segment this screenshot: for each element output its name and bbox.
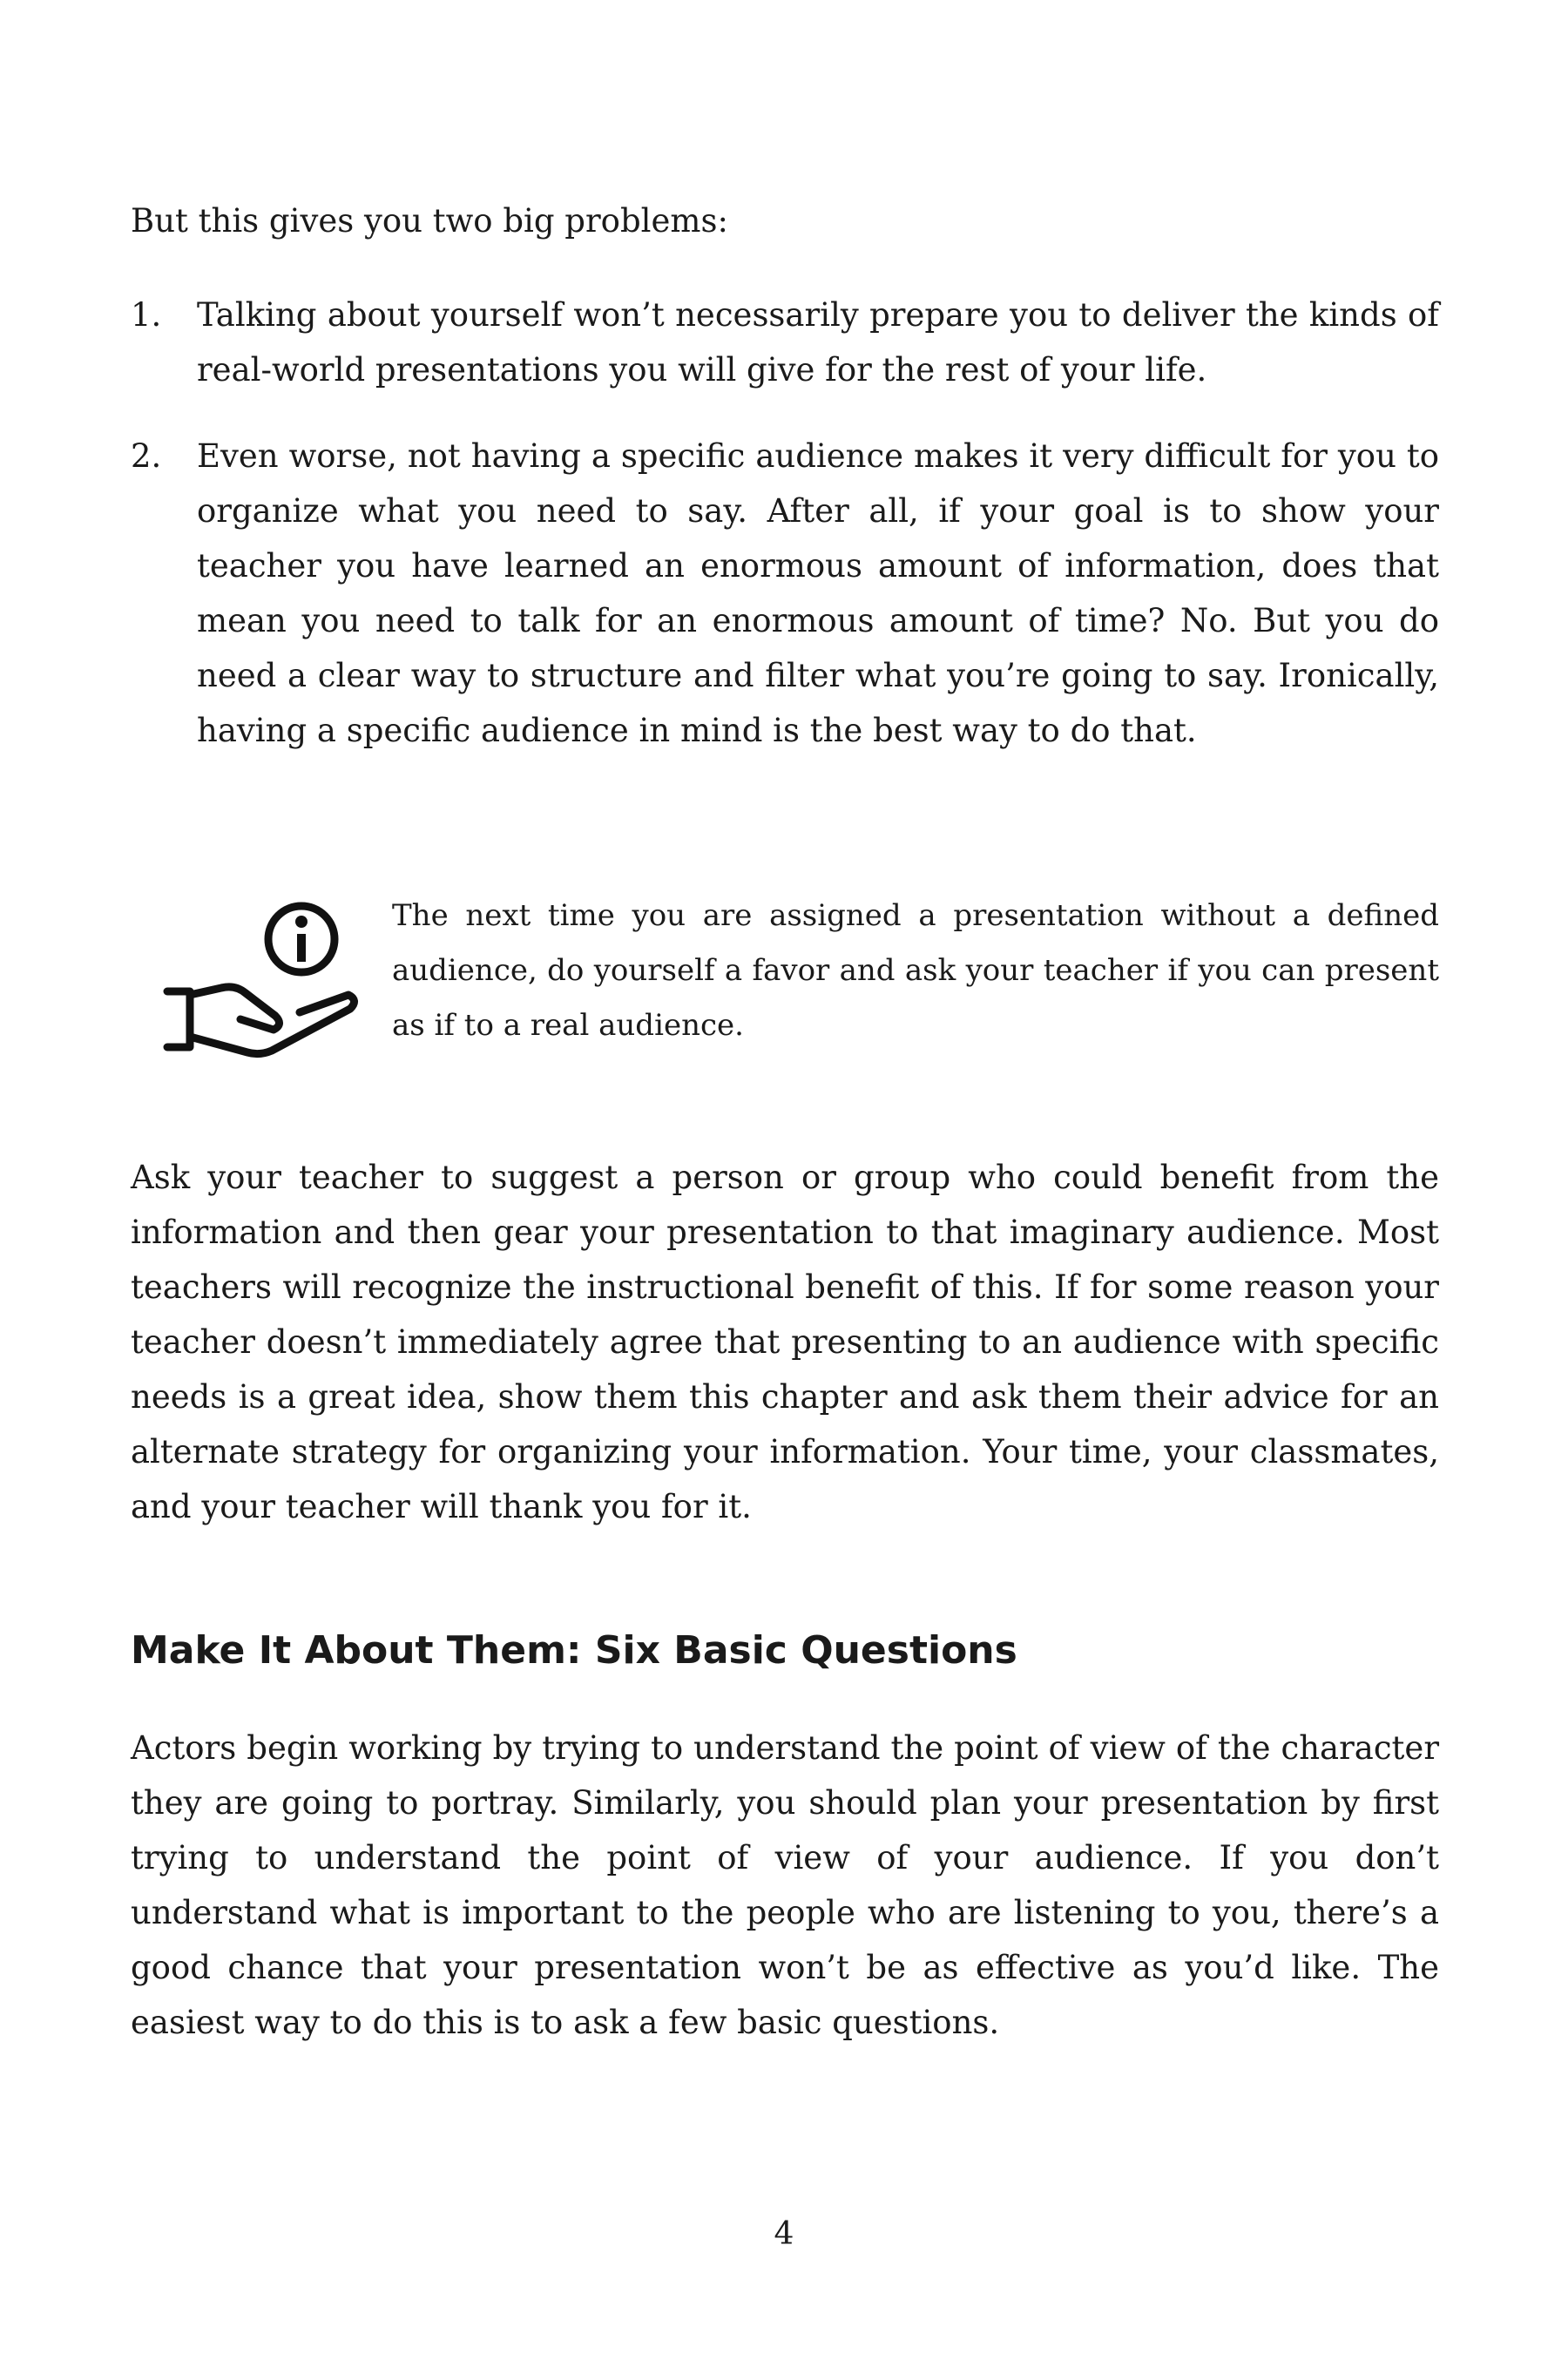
tip-callout xyxy=(131,880,1439,1072)
problems-list xyxy=(131,287,1439,758)
list-item-number: 1. xyxy=(131,296,162,334)
list-item-text: Talking about yourself won’t necessarily prepare you to deliver the kinds of real-world presentations you will give for the rest of your life. xyxy=(197,296,1439,389)
list-item-text: Even worse, not having a specific audience makes it very difficult for you to organize what you need to say. After all, if your goal is to show your teacher you have learned an enormous amount of information, does that mean you need to talk for an enormous amount of time? No. But you do need a clear way to structure and filter what you’re going to say. Ironically, having a specific audience in mind is the best way to do that. xyxy=(197,437,1439,749)
info-hand-icon xyxy=(145,897,362,1063)
actors-paragraph: Actors begin working by trying to understand the point of view of the character they are going to portray. Similarly, you should plan your presentation by first trying to understand the point of view of your audience. If you don’t understand what is important to the people who are listening to you, there’s a good chance that your presentation won’t be as effective as you’d like. The easiest way to do this is to ask a few basic questions. xyxy=(131,1729,1439,2041)
intro-paragraph: But this gives you two big problems: xyxy=(131,202,728,240)
list-item xyxy=(131,429,1439,758)
page-number: 4 xyxy=(774,2216,794,2252)
teacher-paragraph: Ask your teacher to suggest a person or group who could benefit from the information and then gear your presentation to that imaginary audience. Most teachers will recognize the instructional benefit of this. If for some reason your teacher doesn’t immediately agree that presenting to an audience with specific needs is a great idea, show them this chapter and ask them their advice for an alternate strategy for organizing your information. Your time, your classmates, and your teacher will thank you for it. xyxy=(131,1159,1439,1525)
list-item xyxy=(131,287,1439,397)
tip-text: The next time you are assigned a presentation without a defined audience, do yourself a favor and ask your teacher if you can present as if to a real audience. xyxy=(392,898,1439,1043)
section-heading: Make It About Them: Six Basic Questions xyxy=(131,1628,1017,1673)
list-item-number: 2. xyxy=(131,437,162,475)
